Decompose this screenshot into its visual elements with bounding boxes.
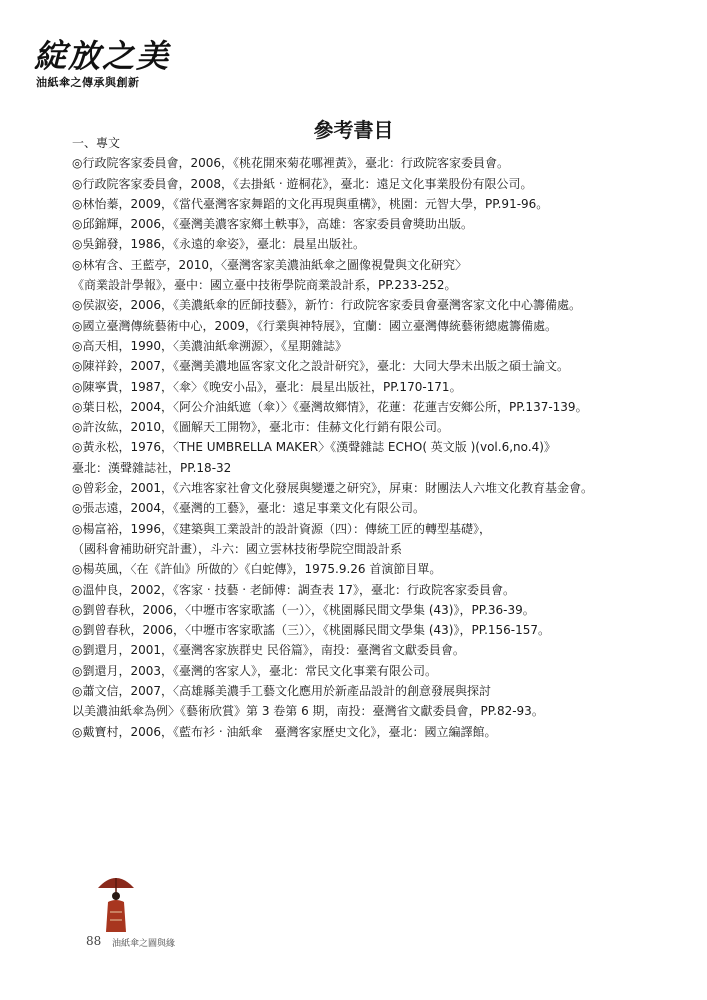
bibliography-entry: ◎劉曾春秋，2006，〈中壢市客家歌謠（三）〉，《桃園縣民間文學集 (43)》，PP.156-157。 <box>72 623 551 638</box>
bibliography-entry: ◎楊富裕，1996，《建築與工業設計的設計資源（四）：傳統工匠的轉型基礎》， <box>72 521 492 536</box>
bibliography-entry: 臺北：漢聲雜誌社，PP.18-32 <box>72 460 232 475</box>
bibliography-entry: ◎國立臺灣傳統藝術中心，2009，《行業與神特展》，宜蘭：國立臺灣傳統藝術總處籌備處。 <box>72 318 558 333</box>
bibliography-entry: ◎陳祥鈴，2007，《臺灣美濃地區客家文化之設計研究》，臺北：大同大學未出版之碩士論文。 <box>72 359 570 374</box>
bibliography-entry: ◎許汝紘，2010，《圖解天工開物》，臺北市：佳赫文化行銷有限公司。 <box>72 420 450 435</box>
logo-subtitle: 油紙傘之傳承與創新 <box>36 76 140 89</box>
bibliography-entry: ◎侯淑姿，2006，《美濃紙傘的匠師技藝》，新竹：行政院客家委員會臺灣客家文化中心籌備處。 <box>72 298 582 313</box>
umbrella-figure-icon <box>94 868 138 940</box>
bibliography-entry: ◎吳錦發，1986，《永遠的傘姿》，臺北：晨星出版社。 <box>72 237 366 252</box>
bibliography-entry: ◎楊英風，〈在《許仙》所做的〉《白蛇傳》，1975.9.26 首演節目單。 <box>72 562 442 577</box>
bibliography-entry: 《商業設計學報》，臺中：國立臺中技術學院商業設計系，PP.233-252。 <box>72 278 457 293</box>
entry-list <box>72 153 652 742</box>
bibliography-entry: ◎葉日松，2004，〈阿公介油紙遮（傘）〉《臺灣故鄉情》，花蓮：花蓮吉安鄉公所，PP.137-139。 <box>72 399 588 414</box>
bibliography-entry: ◎行政院客家委員會，2008，《去掛紙 ‧ 遊桐花》，臺北：遠足文化事業股份有限公司。 <box>72 176 533 191</box>
bibliography-entry: ◎林宥含、王藍亭，2010，〈臺灣客家美濃油紙傘之圖像視覺與文化研究〉 <box>72 257 468 272</box>
bibliography-entry: ◎張志遠，2004，《臺灣的工藝》，臺北：遠足事業文化有限公司。 <box>72 501 426 516</box>
bibliography-entry: （國科會補助研究計畫），斗六：國立雲林技術學院空間設計系 <box>72 541 403 556</box>
bibliography-entry: ◎高天相，1990，〈美濃油紙傘溯源〉，《星期雜誌》 <box>72 338 348 353</box>
bibliography-entry: ◎曾彩金，2001，《六堆客家社會文化發展與變遷之研究》，屏東：財團法人六堆文化教育基金會。 <box>72 481 594 496</box>
bibliography-entry: ◎黃永松，1976，〈THE UMBRELLA MAKER〉《漢聲雜誌 ECHO( 英文版 )(vol.6,no.4)》 <box>72 440 556 455</box>
logo-title: 綻放之美 <box>34 37 171 75</box>
bibliography-entry: ◎陳寧貴，1987，〈傘〉《晚安小品》，臺北：晨星出版社，PP.170-171。 <box>72 379 462 394</box>
footer-title: 油紙傘之圖與緣 <box>112 939 176 949</box>
bibliography-entry: 以美濃油紙傘為例〉《藝術欣賞》第 3 卷第 6 期，南投：臺灣省文獻委員會，PP.82-93。 <box>72 704 544 719</box>
bibliography-entry: ◎蕭文信，2007，〈高雄縣美濃手工藝文化應用於新產品設計的創意發展與探討 <box>72 684 492 699</box>
bibliography-entry: ◎劉還月，2001，《臺灣客家族群史 民俗篇》，南投：臺灣省文獻委員會。 <box>72 643 465 658</box>
bibliography-entry: ◎行政院客家委員會，2006，《桃花開來菊花哪裡黃》，臺北：行政院客家委員會。 <box>72 156 510 171</box>
bibliography-entry: ◎劉曾春秋，2006，〈中壢市客家歌謠（一）〉，《桃園縣民間文學集 (43)》，PP.36-39。 <box>72 602 535 617</box>
page-title: 參考書目 <box>313 118 394 142</box>
bibliography-entry: ◎林怡蓁，2009，《當代臺灣客家舞蹈的文化再現與重構》，桃園：元智大學，PP.91-96。 <box>72 196 549 211</box>
bibliography <box>72 133 652 742</box>
bibliography-entry: ◎劉還月，2003，《臺灣的客家人》，臺北：常民文化事業有限公司。 <box>72 663 438 678</box>
bibliography-entry: ◎溫仲良，2002，《客家 ‧ 技藝 ‧ 老師傅：調查表 17》，臺北：行政院客家委員會。 <box>72 582 515 597</box>
bibliography-entry: ◎戴寶村，2006，《藍布衫 ‧ 油紙傘 臺灣客家歷史文化》，臺北：國立編譯館。 <box>72 724 497 739</box>
section-label: 一、專文 <box>72 136 121 150</box>
bibliography-entry: ◎邱錦輝，2006，《臺灣美濃客家鄉土軼事》，高雄：客家委員會獎助出版。 <box>72 217 474 232</box>
page-number: 88 <box>86 934 102 948</box>
book-logo <box>34 38 174 88</box>
